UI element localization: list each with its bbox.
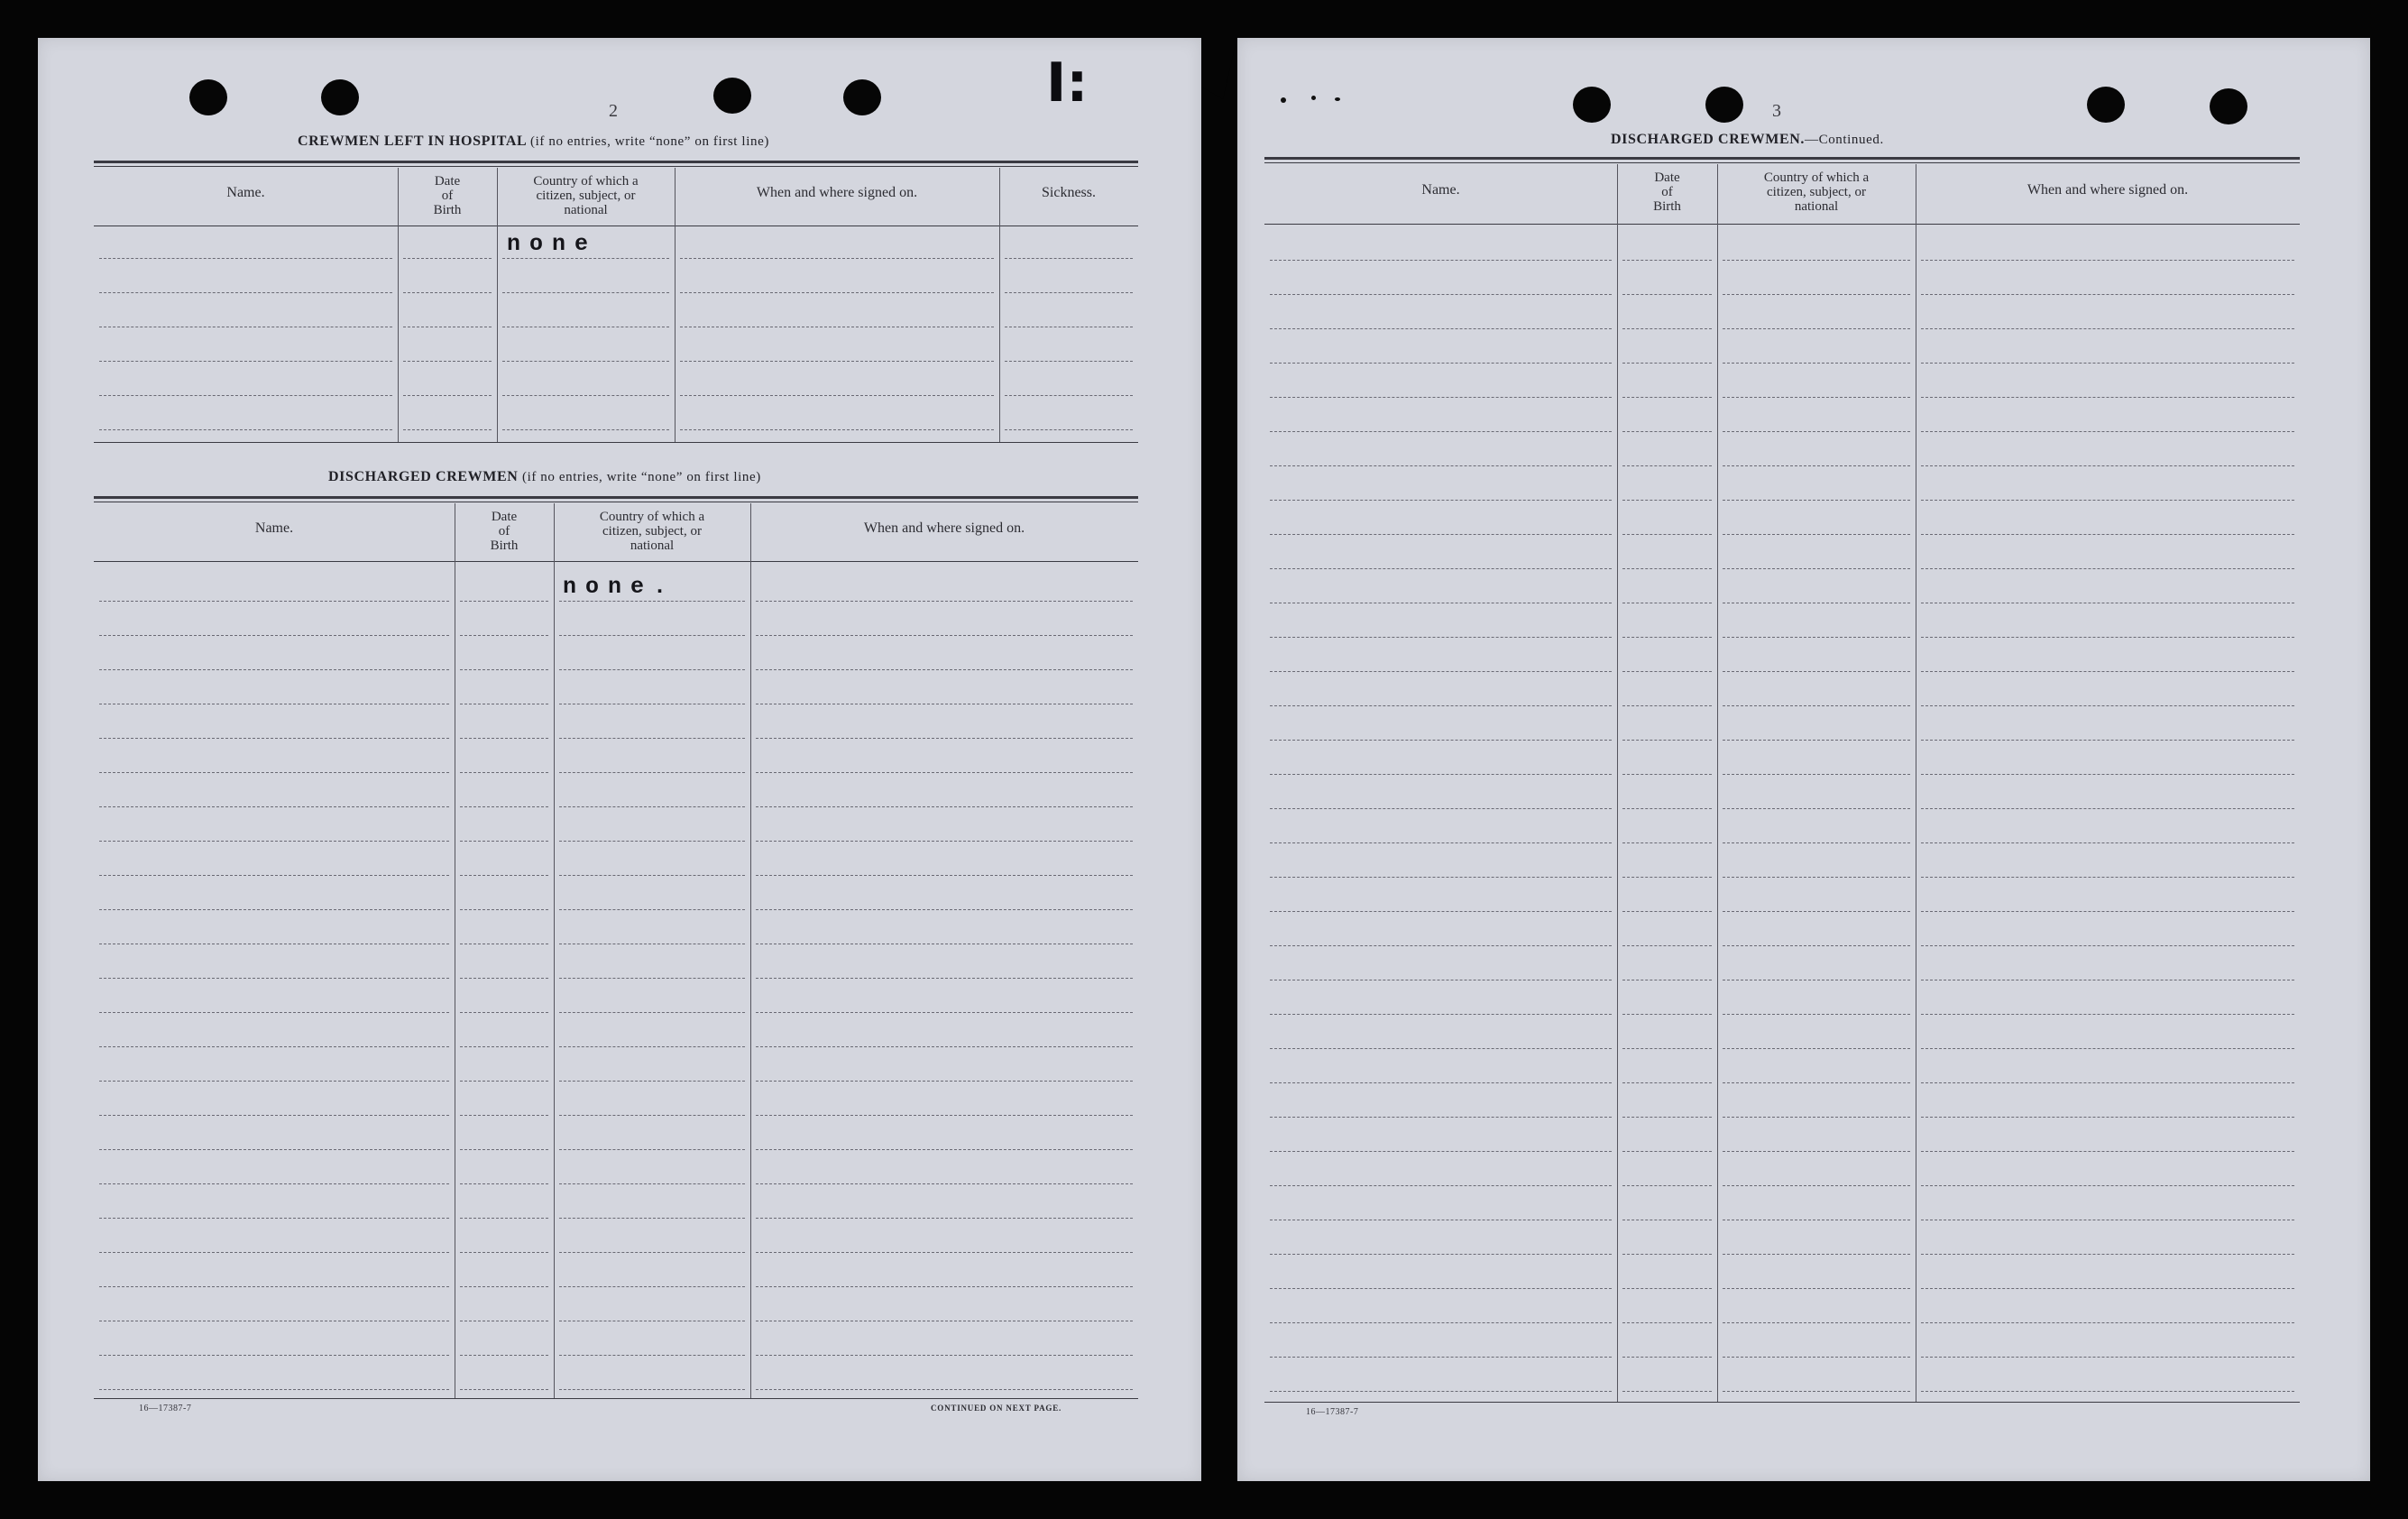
ruled-line (1270, 1185, 1612, 1186)
ruled-line (1270, 1117, 1612, 1118)
ruled-line (502, 361, 669, 362)
column-header-country: Country of which a (599, 510, 705, 524)
table-bottom-rule (94, 1398, 1138, 1399)
ruled-line (1270, 842, 1612, 843)
page-number: 2 (609, 101, 618, 121)
column-header-signed: When and where signed on. (2027, 182, 2189, 198)
ruled-line (559, 1252, 745, 1253)
ruled-line (1723, 808, 1910, 809)
column-header-country: Country of which a (533, 174, 639, 189)
punch-hole (2210, 88, 2247, 124)
page-number: 3 (1772, 101, 1781, 121)
column-header-sickness: Sickness. (1042, 185, 1096, 200)
column-header-country: Country of which a (1763, 170, 1870, 185)
ruled-line (403, 258, 492, 259)
ruled-line (680, 429, 994, 430)
ruled-line (1921, 1185, 2294, 1186)
ruled-line (502, 395, 669, 396)
ruled-line (1723, 740, 1910, 741)
ruled-line (1622, 877, 1712, 878)
column-header-country: citizen, subject, or (602, 524, 702, 539)
ruled-line (756, 1286, 1133, 1287)
ruled-line (1270, 774, 1612, 775)
ruled-line (1921, 500, 2294, 501)
ruled-line (756, 1355, 1133, 1356)
ruled-line (1270, 534, 1612, 535)
ruled-line (559, 738, 745, 739)
ruled-line (559, 1149, 745, 1150)
ruled-line (1723, 1014, 1910, 1015)
ruled-line (1270, 1151, 1612, 1152)
ruled-line (1270, 1254, 1612, 1255)
ruled-line (1622, 1048, 1712, 1049)
ruled-line (99, 806, 449, 807)
ruled-line (1622, 1357, 1712, 1358)
ruled-line (559, 1286, 745, 1287)
column-header-dob: Birth (433, 203, 462, 217)
punch-hole (1705, 87, 1743, 123)
ruled-line (99, 1046, 449, 1047)
ruled-line (1622, 1288, 1712, 1289)
ruled-line (756, 1115, 1133, 1116)
ruled-line (99, 1115, 449, 1116)
ruled-line (1921, 1117, 2294, 1118)
ruled-line (99, 1081, 449, 1082)
table-top-rule (1264, 162, 2300, 163)
ruled-line (1921, 328, 2294, 329)
ruled-line (460, 635, 548, 636)
ruled-line (1723, 260, 1910, 261)
ruled-line (99, 772, 449, 773)
ruled-line (1270, 465, 1612, 466)
ruled-line (1270, 1322, 1612, 1323)
ink-stamp-mark: I: (1046, 51, 1089, 115)
ruled-line (1622, 1117, 1712, 1118)
ruled-line (680, 361, 994, 362)
ruled-line (99, 1389, 449, 1390)
ruled-line (559, 772, 745, 773)
column-header-dob: Date (491, 510, 518, 524)
ruled-line (1270, 637, 1612, 638)
ruled-line (559, 841, 745, 842)
ruled-line (1921, 397, 2294, 398)
torn-edge (1201, 36, 1237, 99)
ruled-line (559, 1183, 745, 1184)
ruled-line (1270, 1357, 1612, 1358)
ruled-line (99, 978, 449, 979)
ruled-line (559, 1046, 745, 1047)
column-header-country: national (630, 539, 675, 553)
hospital-section-title: CREWMEN LEFT IN HOSPITAL (if no entries, write “none” on first line) (298, 133, 769, 149)
ruled-line (1723, 1082, 1910, 1083)
ruled-line (99, 738, 449, 739)
ruled-line (1005, 395, 1133, 396)
ruled-line (1622, 774, 1712, 775)
ruled-line (1723, 1117, 1910, 1118)
ruled-line (1270, 500, 1612, 501)
ruled-line (1723, 568, 1910, 569)
discharged-continued-title: DISCHARGED CREWMEN.—Continued. (1611, 132, 1884, 147)
punch-hole (189, 79, 227, 115)
ruled-line (99, 258, 392, 259)
ruled-line (403, 361, 492, 362)
ruled-line (502, 429, 669, 430)
ruled-line (1921, 1322, 2294, 1323)
ruled-line (460, 669, 548, 670)
ruled-line (1622, 465, 1712, 466)
ruled-line (1270, 740, 1612, 741)
table-top-rule (94, 496, 1138, 499)
ruled-line (1921, 568, 2294, 569)
column-header-dob: Date (1654, 170, 1680, 185)
ruled-line (756, 1149, 1133, 1150)
ruled-line (680, 395, 994, 396)
header-rule (94, 561, 1138, 562)
ink-speck (1311, 96, 1316, 100)
table-top-rule (1264, 157, 2300, 160)
ruled-line (1921, 808, 2294, 809)
punch-hole (321, 79, 359, 115)
ruled-line (1921, 705, 2294, 706)
ruled-line (756, 1252, 1133, 1253)
ruled-line (1622, 1151, 1712, 1152)
ruled-line (756, 635, 1133, 636)
ruled-line (1723, 671, 1910, 672)
column-header-name: Name. (226, 185, 265, 200)
column-header-signed: When and where signed on. (756, 185, 918, 200)
ruled-line (99, 1012, 449, 1013)
ruled-line (1270, 1048, 1612, 1049)
ruled-line (1723, 877, 1910, 878)
ruled-line (559, 1355, 745, 1356)
ruled-line (1921, 534, 2294, 535)
ruled-line (1723, 465, 1910, 466)
ruled-line (1723, 1254, 1910, 1255)
ruled-line (460, 1252, 548, 1253)
ruled-line (1270, 877, 1612, 878)
ruled-line (99, 1149, 449, 1150)
ruled-line (99, 395, 392, 396)
column-header-name: Name. (254, 520, 294, 536)
ruled-line (1622, 842, 1712, 843)
ruled-line (1921, 911, 2294, 912)
ruled-line (1921, 842, 2294, 843)
ruled-line (99, 635, 449, 636)
ruled-line (756, 1046, 1133, 1047)
ruled-line (1723, 945, 1910, 946)
ruled-line (1921, 774, 2294, 775)
ruled-line (756, 1389, 1133, 1390)
ruled-line (1921, 740, 2294, 741)
continued-note: CONTINUED ON NEXT PAGE. (931, 1404, 1062, 1413)
ruled-line (1270, 568, 1612, 569)
table-top-rule (94, 166, 1138, 167)
ruled-line (1622, 808, 1712, 809)
ruled-line (1622, 294, 1712, 295)
punch-hole (1573, 87, 1611, 123)
ruled-line (1921, 363, 2294, 364)
ruled-line (502, 258, 669, 259)
column-header-dob: of (441, 189, 454, 203)
ruled-line (1723, 637, 1910, 638)
column-header-signed: When and where signed on. (863, 520, 1025, 536)
ruled-line (1622, 328, 1712, 329)
ruled-line (1005, 361, 1133, 362)
ruled-line (1921, 945, 2294, 946)
ruled-line (1270, 363, 1612, 364)
ruled-line (460, 806, 548, 807)
ruled-line (99, 1218, 449, 1219)
ruled-line (559, 1115, 745, 1116)
left-page (38, 38, 1201, 1481)
table-bottom-rule (94, 442, 1138, 443)
ruled-line (1005, 292, 1133, 293)
table-bottom-rule (1264, 1402, 2300, 1403)
ruled-line (1622, 534, 1712, 535)
ruled-line (1622, 1391, 1712, 1392)
ruled-line (460, 1389, 548, 1390)
punch-hole (713, 78, 751, 114)
ruled-line (559, 806, 745, 807)
ruled-line (559, 1081, 745, 1082)
ruled-line (1921, 465, 2294, 466)
ruled-line (460, 1149, 548, 1150)
ruled-line (460, 738, 548, 739)
ruled-line (756, 1183, 1133, 1184)
ruled-line (1723, 431, 1910, 432)
ruled-line (1270, 1288, 1612, 1289)
form-code: 16—17387-7 (1306, 1407, 1359, 1417)
column-divider (1617, 164, 1618, 1402)
ruled-line (1270, 260, 1612, 261)
ruled-line (756, 738, 1133, 739)
ruled-line (756, 1012, 1133, 1013)
column-header-dob: of (1661, 185, 1673, 199)
ruled-line (1921, 1254, 2294, 1255)
ruled-line (1723, 363, 1910, 364)
ruled-line (460, 1286, 548, 1287)
ruled-line (756, 1081, 1133, 1082)
ruled-line (756, 875, 1133, 876)
ruled-line (1622, 568, 1712, 569)
ruled-line (1622, 911, 1712, 912)
column-header-country: citizen, subject, or (1767, 185, 1866, 199)
ruled-line (1921, 294, 2294, 295)
ruled-line (1622, 431, 1712, 432)
ruled-line (460, 772, 548, 773)
punch-hole (2087, 87, 2125, 123)
ruled-line (756, 772, 1133, 773)
header-rule (1264, 224, 2300, 225)
ruled-line (1921, 1357, 2294, 1358)
column-header-dob: Date (434, 174, 461, 189)
ruled-line (99, 909, 449, 910)
ruled-line (1723, 1357, 1910, 1358)
discharged-section-title: DISCHARGED CREWMEN (if no entries, write “none” on first line) (328, 469, 761, 484)
column-divider (675, 168, 676, 442)
ruled-line (1270, 911, 1612, 912)
ruled-line (1622, 705, 1712, 706)
ruled-line (1921, 1391, 2294, 1392)
ruled-line (1622, 1082, 1712, 1083)
ruled-line (1723, 397, 1910, 398)
ruled-line (1270, 1082, 1612, 1083)
ruled-line (1723, 1288, 1910, 1289)
column-header-name: Name. (1421, 182, 1460, 198)
ruled-line (1921, 637, 2294, 638)
ruled-line (460, 601, 548, 602)
ruled-line (1270, 808, 1612, 809)
typed-entry: none. (563, 574, 676, 600)
column-header-dob: Birth (1653, 199, 1681, 214)
ruled-line (1622, 363, 1712, 364)
ruled-line (99, 361, 392, 362)
ruled-line (559, 978, 745, 979)
ruled-line (1270, 671, 1612, 672)
ruled-line (99, 841, 449, 842)
ruled-line (460, 1012, 548, 1013)
ruled-line (756, 669, 1133, 670)
ink-speck (1335, 97, 1340, 101)
ruled-line (1723, 534, 1910, 535)
ruled-line (460, 1218, 548, 1219)
ruled-line (756, 601, 1133, 602)
ruled-line (99, 429, 392, 430)
ruled-line (559, 909, 745, 910)
ruled-line (1270, 705, 1612, 706)
ruled-line (1723, 1185, 1910, 1186)
ruled-line (756, 1218, 1133, 1219)
ruled-line (756, 978, 1133, 979)
ruled-line (460, 1115, 548, 1116)
ruled-line (756, 841, 1133, 842)
ruled-line (1622, 500, 1712, 501)
ruled-line (1723, 1048, 1910, 1049)
ruled-line (1622, 397, 1712, 398)
ruled-line (460, 1183, 548, 1184)
ruled-line (99, 1286, 449, 1287)
ruled-line (1723, 842, 1910, 843)
ruled-line (1723, 1151, 1910, 1152)
ruled-line (1921, 1288, 2294, 1289)
ruled-line (559, 635, 745, 636)
typed-entry: none (507, 231, 598, 257)
ruled-line (1723, 774, 1910, 775)
form-code: 16—17387-7 (139, 1404, 192, 1413)
column-header-country: national (1794, 199, 1839, 214)
ruled-line (99, 1252, 449, 1253)
ruled-line (1622, 945, 1712, 946)
ruled-line (559, 875, 745, 876)
ruled-line (99, 669, 449, 670)
ruled-line (1921, 1151, 2294, 1152)
ruled-line (403, 292, 492, 293)
ruled-line (1723, 911, 1910, 912)
column-divider (999, 168, 1000, 442)
ruled-line (1005, 429, 1133, 430)
column-header-dob: Birth (490, 539, 519, 553)
ruled-line (1921, 260, 2294, 261)
ruled-line (1723, 705, 1910, 706)
ruled-line (1622, 671, 1712, 672)
ruled-line (1921, 1082, 2294, 1083)
column-divider (554, 503, 555, 1398)
ruled-line (99, 1355, 449, 1356)
ruled-line (1622, 1014, 1712, 1015)
ink-speck (1281, 97, 1286, 103)
ruled-line (460, 909, 548, 910)
ruled-line (99, 292, 392, 293)
column-header-country: citizen, subject, or (536, 189, 636, 203)
ruled-line (99, 1183, 449, 1184)
ruled-line (1921, 877, 2294, 878)
ruled-line (1622, 1185, 1712, 1186)
right-page (1237, 38, 2370, 1481)
ruled-line (1921, 431, 2294, 432)
ruled-line (756, 909, 1133, 910)
ruled-line (1270, 945, 1612, 946)
ruled-line (1921, 671, 2294, 672)
column-header-dob: of (498, 524, 510, 539)
ruled-line (99, 601, 449, 602)
ruled-line (1622, 637, 1712, 638)
ruled-line (460, 875, 548, 876)
ruled-line (460, 1355, 548, 1356)
ruled-line (1270, 294, 1612, 295)
column-header-country: national (564, 203, 608, 217)
ruled-line (1270, 397, 1612, 398)
ruled-line (460, 1081, 548, 1082)
punch-hole (843, 79, 881, 115)
ruled-line (1723, 1322, 1910, 1323)
ruled-line (680, 258, 994, 259)
column-divider (750, 503, 751, 1398)
ruled-line (559, 669, 745, 670)
ruled-line (1921, 1048, 2294, 1049)
ruled-line (1005, 258, 1133, 259)
ruled-line (99, 875, 449, 876)
ruled-line (1622, 260, 1712, 261)
ruled-line (1723, 328, 1910, 329)
ruled-line (1723, 500, 1910, 501)
ruled-line (1723, 294, 1910, 295)
ruled-line (1270, 1391, 1612, 1392)
ruled-line (1270, 1014, 1612, 1015)
column-divider (1717, 164, 1718, 1402)
ruled-line (559, 1012, 745, 1013)
ruled-line (1622, 740, 1712, 741)
ruled-line (460, 1046, 548, 1047)
ruled-line (1921, 1014, 2294, 1015)
ruled-line (403, 395, 492, 396)
ruled-line (1622, 1322, 1712, 1323)
ruled-line (559, 1389, 745, 1390)
ruled-line (460, 978, 548, 979)
ruled-line (1270, 431, 1612, 432)
ruled-line (559, 1218, 745, 1219)
ruled-line (502, 292, 669, 293)
ruled-line (559, 601, 745, 602)
ruled-line (680, 292, 994, 293)
ruled-line (1723, 1391, 1910, 1392)
ruled-line (403, 429, 492, 430)
ruled-line (1622, 1254, 1712, 1255)
ruled-line (460, 841, 548, 842)
ruled-line (756, 806, 1133, 807)
table-top-rule (94, 161, 1138, 163)
ruled-line (1270, 328, 1612, 329)
